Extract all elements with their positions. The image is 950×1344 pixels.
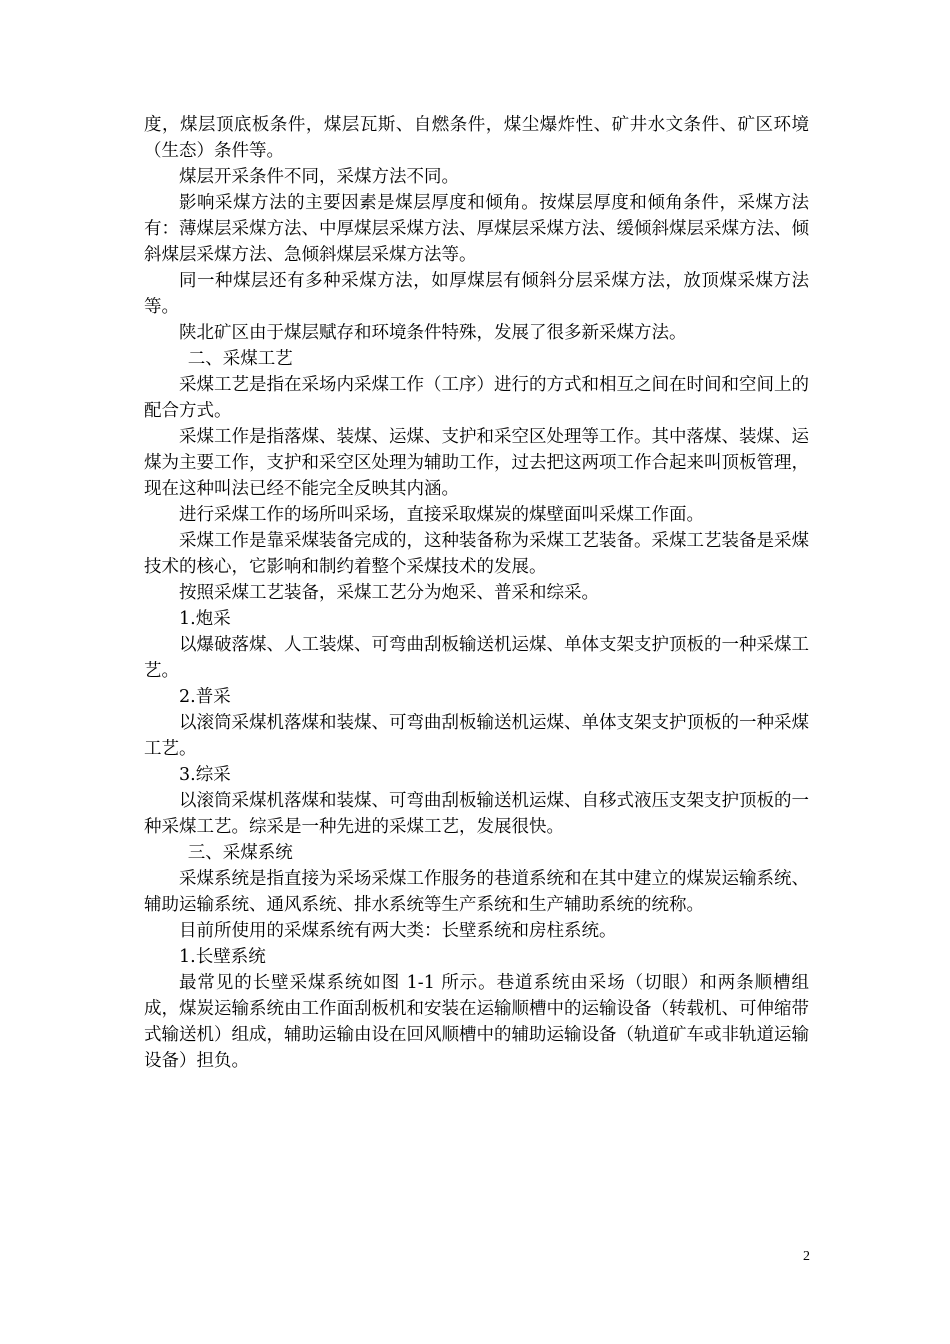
paragraph: 以滚筒采煤机落煤和装煤、可弯曲刮板输送机运煤、自移式液压支架支护顶板的一种采煤工艺。综采是一种先进的采煤工艺，发展很快。 <box>144 791 809 837</box>
paragraph: 以爆破落煤、人工装煤、可弯曲刮板输送机运煤、单体支架支护顶板的一种采煤工艺。 <box>144 635 809 681</box>
paragraph: 采煤工作是靠采煤装备完成的，这种装备称为采煤工艺装备。采煤工艺装备是采煤技术的核心，它影响和制约着整个采煤技术的发展。 <box>144 531 809 577</box>
paragraph: 影响采煤方法的主要因素是煤层厚度和倾角。按煤层厚度和倾角条件，采煤方法有：薄煤层采煤方法、中厚煤层采煤方法、厚煤层采煤方法、缓倾斜煤层采煤方法、倾斜煤层采煤方法、急倾斜煤层采煤方法等。 <box>144 193 809 265</box>
document-body <box>144 112 809 1074</box>
section-heading: 二、采煤工艺 <box>187 349 293 369</box>
subsection-heading: 3.综采 <box>179 765 231 785</box>
paragraph: 陕北矿区由于煤层赋存和环境条件特殊，发展了很多新采煤方法。 <box>179 323 687 343</box>
subsection-heading: 1.炮采 <box>179 609 231 629</box>
paragraph: 最常见的长壁采煤系统如图 1-1 所示。巷道系统由采场（切眼）和两条顺槽组成，煤炭运输系统由工作面刮板机和安装在运输顺槽中的运输设备（转载机、可伸缩带式输送机）组成，辅助运输由设在回风顺槽中的辅助运输设备（轨道矿车或非轨道运输设备）担负。 <box>144 973 809 1071</box>
section-heading: 三、采煤系统 <box>187 843 293 863</box>
paragraph: 目前所使用的采煤系统有两大类：长壁系统和房柱系统。 <box>179 921 617 941</box>
paragraph: 采煤系统是指直接为采场采煤工作服务的巷道系统和在其中建立的煤炭运输系统、辅助运输系统、通风系统、排水系统等生产系统和生产辅助系统的统称。 <box>144 869 809 915</box>
paragraph: 同一种煤层还有多种采煤方法，如厚煤层有倾斜分层采煤方法，放顶煤采煤方法等。 <box>144 271 809 317</box>
paragraph: 以滚筒采煤机落煤和装煤、可弯曲刮板输送机运煤、单体支架支护顶板的一种采煤工艺。 <box>144 713 809 759</box>
paragraph: 进行采煤工作的场所叫采场，直接采取煤炭的煤壁面叫采煤工作面。 <box>179 505 704 525</box>
page-number: 2 <box>803 1249 810 1264</box>
paragraph: 度，煤层顶底板条件，煤层瓦斯、自燃条件，煤尘爆炸性、矿井水文条件、矿区环境（生态）条件等。 <box>144 115 809 161</box>
paragraph: 按照采煤工艺装备，采煤工艺分为炮采、普采和综采。 <box>179 583 599 603</box>
subsection-heading: 2.普采 <box>179 687 231 707</box>
paragraph: 采煤工作是指落煤、装煤、运煤、支护和采空区处理等工作。其中落煤、装煤、运煤为主要工作，支护和采空区处理为辅助工作，过去把这两项工作合起来叫顶板管理，现在这种叫法已经不能完全反映其内涵。 <box>144 427 809 499</box>
paragraph: 煤层开采条件不同，采煤方法不同。 <box>179 167 459 187</box>
paragraph: 采煤工艺是指在采场内采煤工作（工序）进行的方式和相互之间在时间和空间上的配合方式。 <box>144 375 809 421</box>
subsection-heading: 1.长壁系统 <box>179 947 266 967</box>
